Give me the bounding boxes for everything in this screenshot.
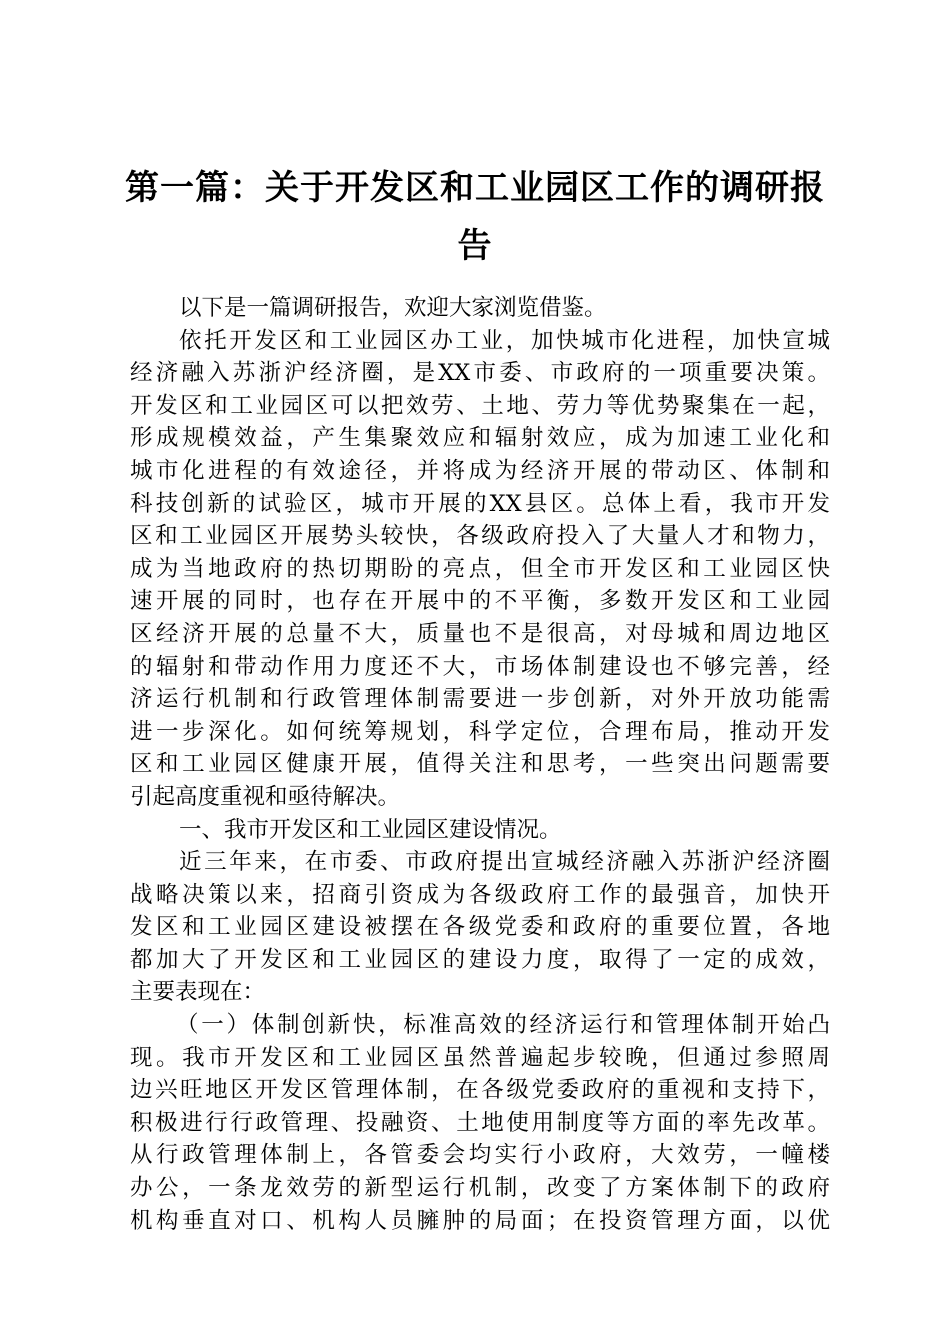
paragraph-overview-line: 进一步深化。如何统筹规划，科学定位，合理布局，推动开发 <box>130 718 830 745</box>
paragraph-overview-line: 经济融入苏浙沪经济圈，是XX市委、市政府的一项重要决策。 <box>130 360 830 387</box>
paragraph-overview-line: 依托开发区和工业园区办工业，加快城市化进程，加快宣城 <box>179 327 830 354</box>
paragraph-overview-line: 科技创新的试验区，城市开展的XX县区。总体上看，我市开发 <box>130 490 830 517</box>
paragraph-overview-line: 形成规模效益，产生集聚效应和辐射效应，成为加速工业化和 <box>130 425 830 452</box>
paragraph-institutional-line: 边兴旺地区开发区管理体制，在各级党委政府的重视和支持下， <box>130 1077 830 1104</box>
document-title-line2: 告 <box>457 226 493 266</box>
paragraph-institutional-line: 积极进行行政管理、投融资、土地使用制度等方面的率先改革。 <box>130 1109 830 1136</box>
paragraph-institutional-line: 办公，一条龙效劳的新型运行机制，改变了方案体制下的政府 <box>130 1175 830 1202</box>
paragraph-institutional-line: 机构垂直对口、机构人员臃肿的局面；在投资管理方面，以优 <box>130 1207 830 1234</box>
paragraph-overview-line: 的辐射和带动作用力度还不大，市场体制建设也不够完善，经 <box>130 653 830 680</box>
paragraph-overview-line: 济运行机制和行政管理体制需要进一步创新，对外开放功能需 <box>130 686 830 713</box>
paragraph-overview-line: 区经济开展的总量不大，质量也不是很高，对母城和周边地区 <box>130 620 830 647</box>
paragraph-overview-line: 开发区和工业园区可以把效劳、土地、劳力等优势聚集在一起， <box>130 392 830 419</box>
paragraph-institutional-line: （一）体制创新快，标准高效的经济运行和管理体制开始凸 <box>176 1012 830 1039</box>
paragraph-achievements-line: 主要表现在： <box>130 979 266 1006</box>
paragraph-overview-line: 区和工业园区健康开展，值得关注和思考，一些突出问题需要 <box>130 751 830 778</box>
paragraph-achievements-line: 近三年来，在市委、市政府提出宣城经济融入苏浙沪经济圈 <box>179 849 830 876</box>
document-body <box>130 292 830 1237</box>
section-heading-1: 一、我市开发区和工业园区建设情况。 <box>179 816 562 843</box>
paragraph-overview-line: 成为当地政府的热切期盼的亮点，但全市开发区和工业园区快 <box>130 555 830 582</box>
paragraph-intro-line: 以下是一篇调研报告，欢迎大家浏览借鉴。 <box>179 295 607 321</box>
paragraph-overview-line: 引起高度重视和亟待解决。 <box>130 783 401 810</box>
paragraph-achievements-line: 都加大了开发区和工业园区的建设力度，取得了一定的成效， <box>130 946 830 973</box>
paragraph-overview-line: 区和工业园区开展势头较快，各级政府投入了大量人才和物力， <box>130 523 830 550</box>
document-title-line1: 第一篇：关于开发区和工业园区工作的调研报 <box>125 168 825 208</box>
paragraph-achievements-line: 发区和工业园区建设被摆在各级党委和政府的重要位置，各地 <box>130 914 830 941</box>
paragraph-achievements-line: 战略决策以来，招商引资成为各级政府工作的最强音，加快开 <box>130 881 830 908</box>
paragraph-overview-line: 城市化进程的有效途径，并将成为经济开展的带动区、体制和 <box>130 457 830 484</box>
paragraph-institutional-line: 从行政管理体制上，各管委会均实行小政府，大效劳，一幢楼 <box>130 1142 830 1169</box>
paragraph-overview-line: 速开展的同时，也存在开展中的不平衡，多数开发区和工业园 <box>130 588 830 615</box>
paragraph-institutional-line: 现。我市开发区和工业园区虽然普遍起步较晚，但通过参照周 <box>130 1044 830 1071</box>
